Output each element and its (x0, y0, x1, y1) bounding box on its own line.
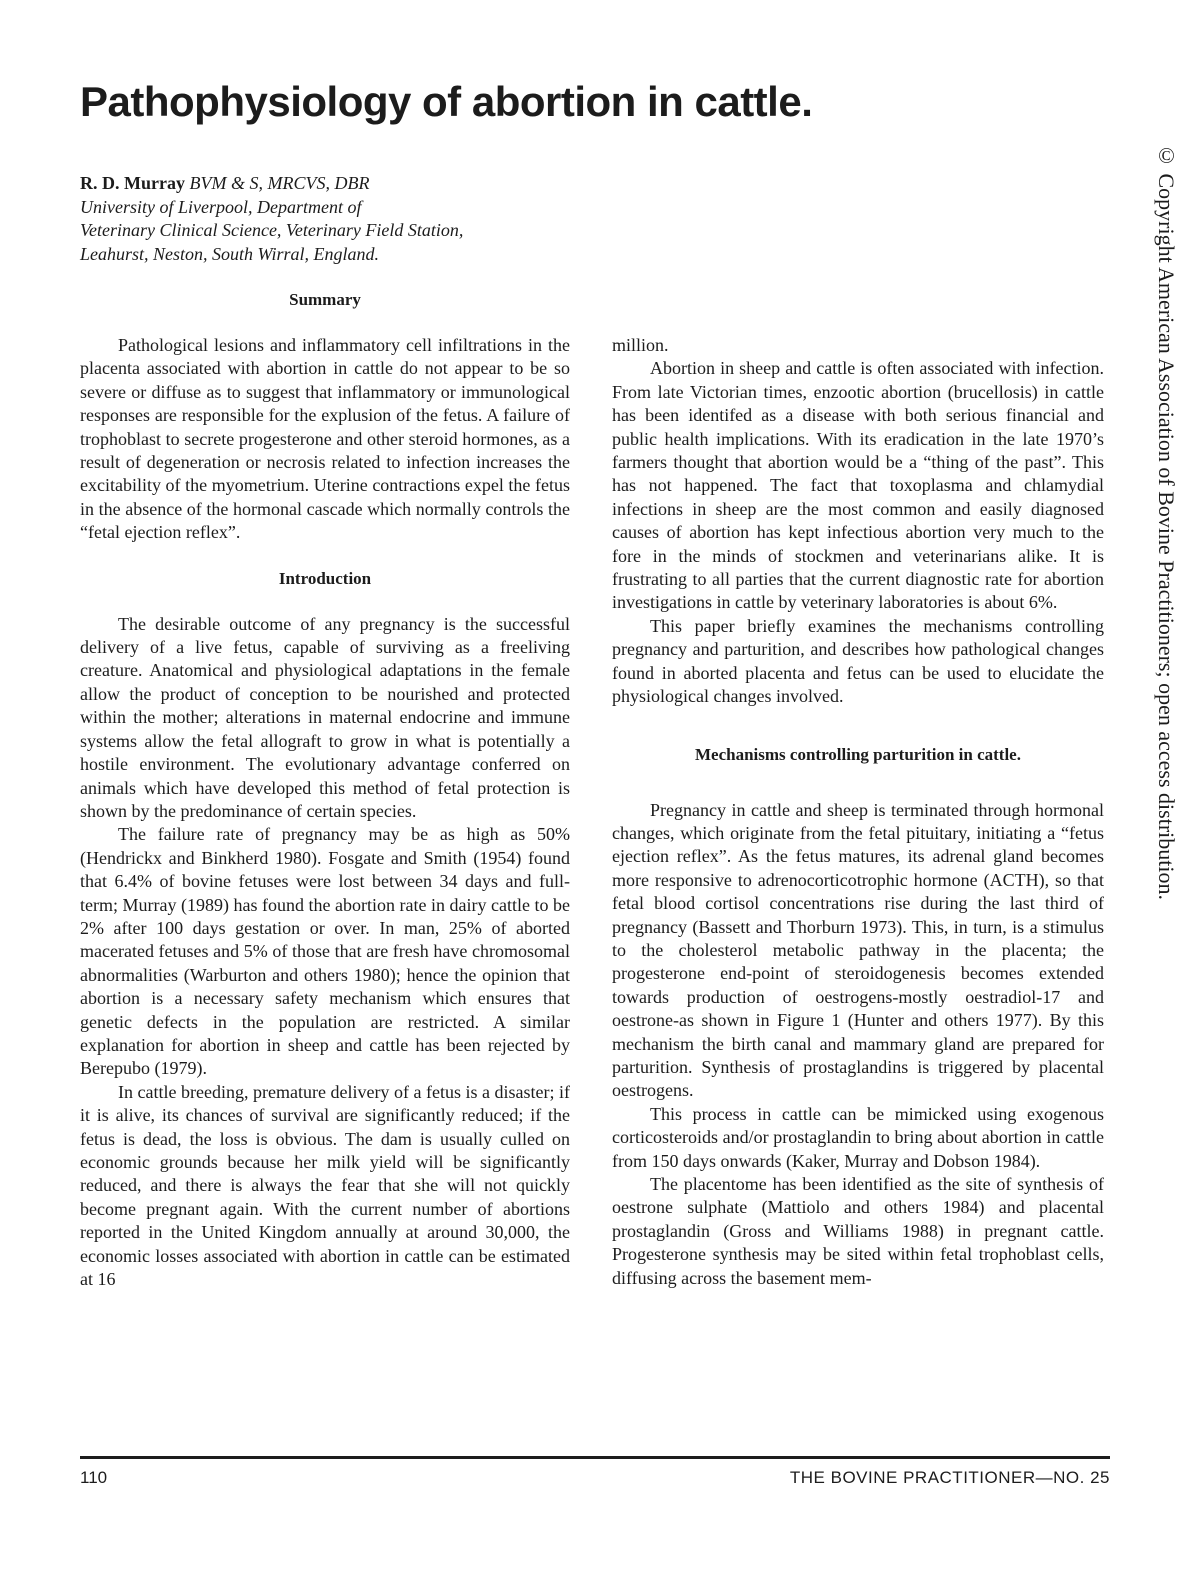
body-paragraph: The desirable outcome of any pregnancy is the successful delivery of a live fetus, capable of surviving as a freeliving creature. Anatomical and physiological adaptations in the female allow the product of conception to be nourished and protected within the mother; alterations in maternal endocrine and immune systems allow the fetal allograft to grow in what is potentially a hostile environment. The evolutionary advantage conferred on animals which have developed this method of fetal protection is shown by the predominance of certain species. (80, 613, 570, 821)
body-paragraph: This paper briefly examines the mechanisms controlling pregnancy and parturition, and describes how pathological changes found in aborted placenta and fetus can be used to elucidate the physiological changes involved. (612, 615, 1104, 707)
author-name: R. D. Murray (80, 173, 185, 193)
page-number: 110 (80, 1468, 108, 1487)
continued-text: million. (612, 335, 669, 355)
author-block (80, 172, 600, 266)
footer-rule (80, 1456, 1110, 1459)
copyright-notice: © Copyright American Association of Bovine Practitioners; open access distribution. (1154, 143, 1179, 900)
article-title: Pathophysiology of abortion in cattle. (80, 78, 813, 125)
summary-paragraph: Pathological lesions and inflammatory cell infiltrations in the placenta associated with abortion in cattle do not appear to be so severe or diffuse as to suggest that inflammatory or immunological responses are responsible for the explusion of the fetus. A failure of trophoblast to secrete progesterone and other steroid hormones, as a result of degeneration or necrosis related to infection increases the excitability of the myometrium. Uterine contractions expel the fetus in the absence of the hormonal cascade which normally controls the “fetal ejection reflex”. (80, 335, 570, 543)
left-column (80, 288, 570, 1291)
affiliation-line: Leahurst, Neston, South Wirral, England. (80, 243, 380, 264)
body-paragraph: The placentome has been identified as the site of synthesis of oestrone sulphate (Mattiolo and others 1984) and placental prostaglandin (Gross and Williams 1988) in pregnant cattle. Progesterone synthesis may be sited within fetal trophoblast cells, diffusing across the basement mem- (612, 1174, 1104, 1288)
body-paragraph: In cattle breeding, premature delivery of a fetus is a disaster; if it is alive, its chances of survival are significantly reduced; if the fetus is dead, the loss is obvious. The dam is usually culled on economic grounds because her milk yield will be significantly reduced, and there is always the fear that she will not quickly become pregnant again. With the current number of abortions reported in the United Kingdom annually at around 30,000, the economic losses associated with abortion in cattle can be estimated at 16 (80, 1081, 570, 1290)
body-paragraph: The failure rate of pregnancy may be as high as 50% (Hendrickx and Binkherd 1980). Fosgate and Smith (1954) found that 6.4% of bovine fetuses were lost between 34 days and full-term; Murray (1989) has found the abortion rate in dairy cattle to be 2% after 100 days gestation or over. In man, 25% of aborted macerated fetuses and 5% of those that are fresh have chromosomal abnormalities (Warburton and others 1980); hence the opinion that abortion is a necessary safety mechanism which ensures that genetic defects in the population are restricted. A similar explanation for abortion in sheep and cattle has been rejected by Berepubo (1979). (80, 824, 570, 1079)
body-paragraph: Pregnancy in cattle and sheep is terminated through hormonal changes, which originate from the fetal pituitary, initiating a “fetus ejection reflex”. As the fetus matures, its adrenal gland becomes more responsive to adrenocorticotrophic hormone (ACTH), so that fetal blood cortisol concentrations rise during the last third of pregnancy (Bassett and Thorburn 1973). This, in turn, is a stimulus to the cholesterol metabolic pathway in the placenta; the progesterone end-point of steroidogenesis becomes extended towards production of oestrogens-mostly oestradiol-17 and oestrone-as shown in Figure 1 (Hunter and others 1977). By this mechanism the birth canal and mammary gland are prepared for parturition. Synthesis of prostaglandins is triggered by placental oestrogens. (612, 799, 1104, 1101)
body-paragraph: Abortion in sheep and cattle is often associated with infection. From late Victorian times, enzootic abortion (brucellosis) in cattle has been identifed as a disease with both serious financial and public health implications. With its eradication in the late 1970’s farmers thought that abortion would be a “thing of the past”. This has not happened. The fact that toxoplasma and chlamydial infections in sheep are the most common and easily diagnosed causes of abortion has kept infectious abortion very much to the fore in the minds of stockmen and veterinarians alike. It is frustrating to all parties that the current diagnostic rate for abortion investigations in cattle by veterinary laboratories is about 6%. (612, 358, 1104, 613)
summary-heading: Summary (289, 290, 361, 309)
affiliation-line: Veterinary Clinical Science, Veterinary Field Station, (80, 220, 464, 240)
mechanisms-heading: Mechanisms controlling parturition in cattle. (695, 744, 1021, 764)
author-credentials: BVM & S, MRCVS, DBR (189, 173, 370, 193)
body-paragraph: This process in cattle can be mimicked using exogenous corticosteroids and/or prostaglandin to bring about abortion in cattle from 150 days onwards (Kaker, Murray and Dobson 1984). (612, 1103, 1104, 1171)
journal-name: THE BOVINE PRACTITIONER—NO. 25 (789, 1468, 1110, 1487)
affiliation-line: University of Liverpool, Department of (80, 196, 362, 217)
introduction-heading: Introduction (278, 568, 372, 588)
author-line (80, 172, 600, 196)
right-column (612, 334, 1104, 1290)
